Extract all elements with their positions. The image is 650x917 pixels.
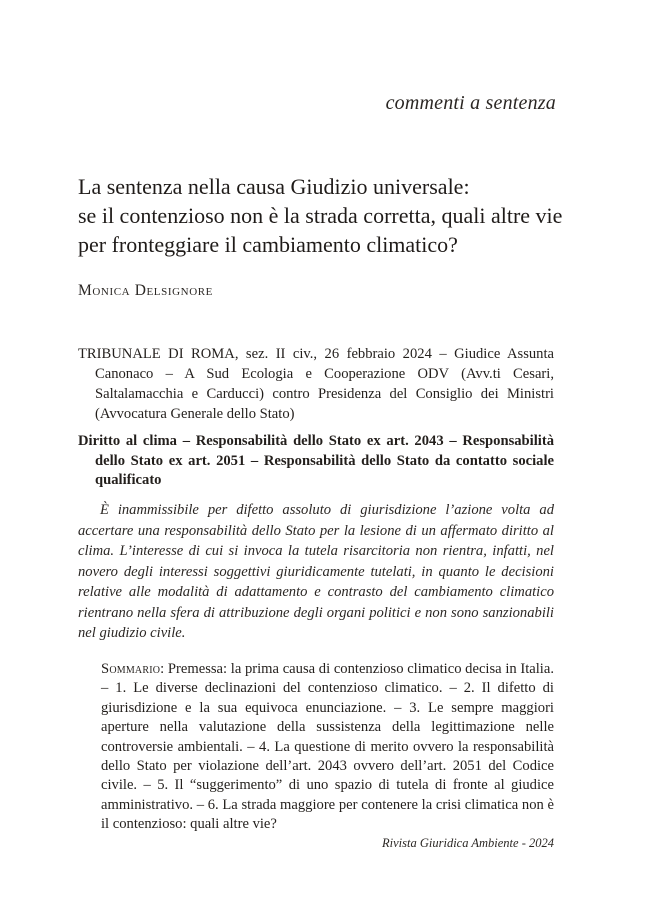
keywords: Diritto al clima – Responsabilità dello Stato ex art. 2043 – Responsabilità dello Stato ex art. 2051 – Responsabilità dello Stato da contatto sociale qualificato <box>78 433 554 488</box>
footer-journal: Rivista Giuridica Ambiente <box>382 836 519 850</box>
title-line: La sentenza nella causa Giudizio universale: <box>78 174 470 199</box>
page-footer <box>382 836 554 851</box>
author-name: Monica Delsignore <box>78 282 213 299</box>
section-label: commenti a sentenza <box>385 92 556 114</box>
summary-label: Sommario <box>101 661 161 677</box>
article-title <box>78 172 578 259</box>
title-line: se il contenzioso non è la strada corretta, quali altre vie <box>78 203 563 228</box>
legal-maxim: È inammissibile per difetto assoluto di giurisdizione l’azione volta ad accertare una responsabilità dello Stato per la lesione di un affermato diritto al clima. L’interesse di cui si invoca la tutela risarcitoria non rientra, infatti, nel novero degli interessi soggettivi giuridicamente tutelati, in quanto le decisioni relative alle modalità di adattamento e contrasto del cambiamento climatico rientrano nella sfera di attribuzione degli organi politici e non sono sanzionabili nel giudizio civile. <box>78 502 554 641</box>
ruling-citation: TRIBUNALE DI ROMA, sez. II civ., 26 febbraio 2024 – Giudice Assunta Canonaco – A Sud Ecologia e Cooperazione ODV (Avv.ti Cesari, Saltalamacchia e Carducci) contro Presidenza del Consiglio dei Ministri (Avvocatura Generale dello Stato) <box>78 346 554 422</box>
footer-year: 2024 <box>529 836 554 850</box>
summary <box>101 660 554 835</box>
footer-separator: - <box>518 836 529 850</box>
summary-text: : Premessa: la prima causa di contenzioso climatico decisa in Italia. – 1. Le diverse declinazioni del contenzioso climatico. – 2. Il difetto di giurisdizione e la sua equivoca enunciazione. – 3. Le sempre maggiori aperture nella valutazione della sussistenza della legittimazione nelle controversie ambientali. – 4. La questione di merito ovvero la responsabilità dello Stato per violazione dell’art. 2043 ovvero dell’art. 2051 del Codice civile. – 5. Il “suggerimento” di uno spazio di tutela di fronte al giudice amministrativo. – 6. La strada maggiore per contenere la crisi climatica non è il contenzioso: quali altre vie? <box>101 661 554 833</box>
title-line: per fronteggiare il cambiamento climatico? <box>78 232 458 257</box>
